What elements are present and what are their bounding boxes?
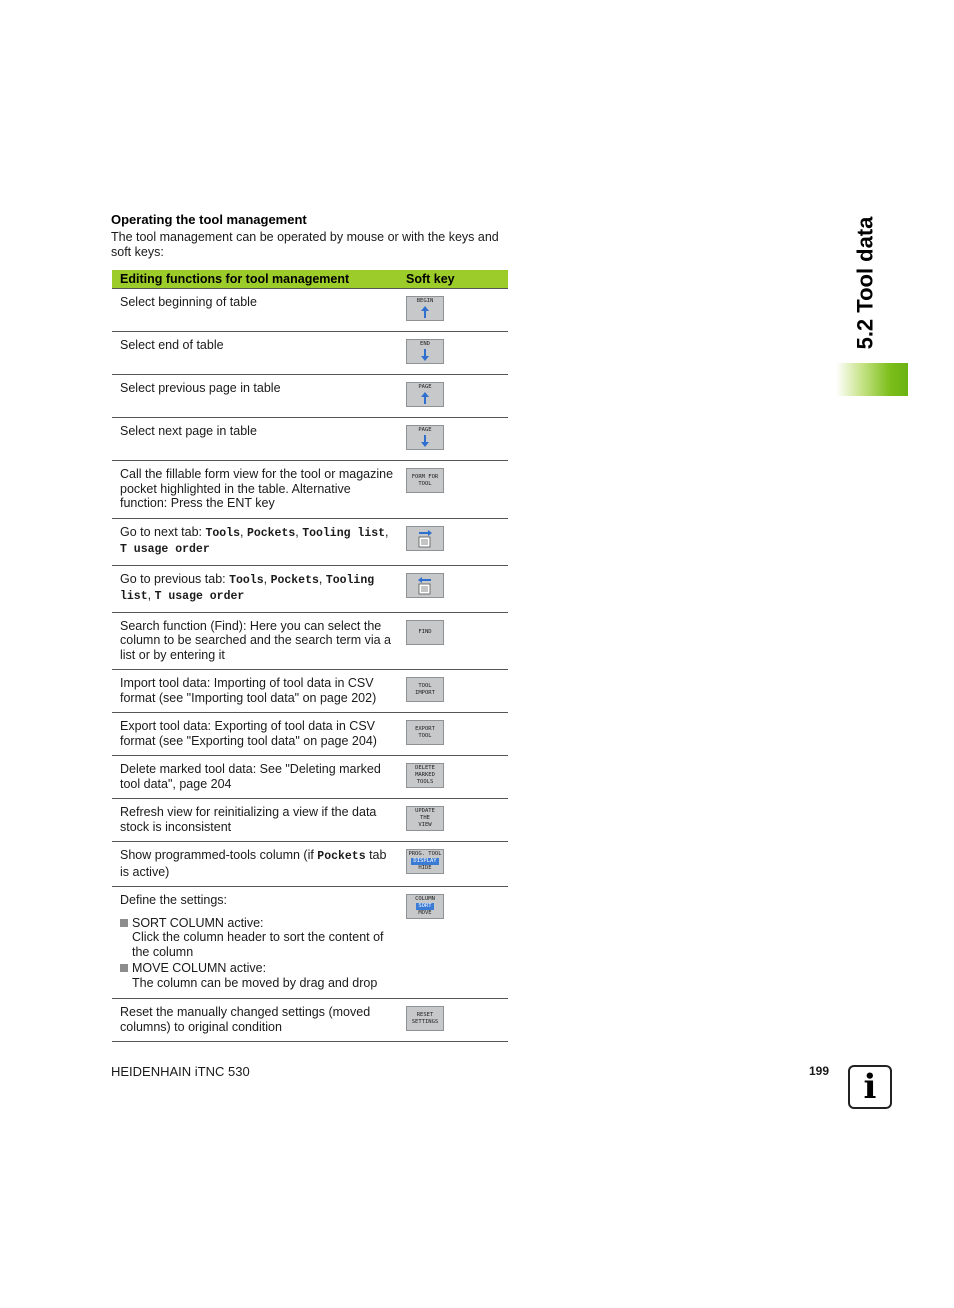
table-row xyxy=(112,418,508,461)
softkey-label: FIND xyxy=(418,628,432,635)
form-for-tool-softkey[interactable] xyxy=(406,468,444,493)
description-text: tab is active) xyxy=(120,848,387,879)
softkey-active-option: DISPLAY xyxy=(413,858,437,864)
description-text: Define the settings: xyxy=(120,893,228,907)
table-row xyxy=(112,461,508,519)
header-function: Editing functions for tool management xyxy=(112,270,406,289)
bullet-title: MOVE COLUMN active: xyxy=(132,961,267,975)
arrow-down-icon xyxy=(420,348,430,362)
table-row xyxy=(112,518,508,565)
table-row xyxy=(112,999,508,1042)
row-description xyxy=(112,842,406,887)
row-description: Go to previous tab: Tools, Pockets, Tooling list, T usage order xyxy=(112,565,406,612)
tool-import-softkey[interactable] xyxy=(406,677,444,702)
tab-previous-icon xyxy=(415,575,435,595)
tab-name: Tools xyxy=(205,526,240,540)
begin-softkey[interactable] xyxy=(406,296,444,321)
arrow-down-icon xyxy=(420,434,430,448)
softkey-label: COLUMN xyxy=(415,896,435,902)
softkey-label: BEGIN xyxy=(416,298,434,304)
softkey-label: TOOL IMPORT xyxy=(415,682,435,696)
row-description: Select beginning of table xyxy=(112,289,406,332)
table-row xyxy=(112,799,508,842)
row-description: Select next page in table xyxy=(112,418,406,461)
export-tool-softkey[interactable] xyxy=(406,720,444,745)
softkey-label: PAGE xyxy=(418,427,432,433)
table-row xyxy=(112,332,508,375)
arrow-up-icon xyxy=(420,305,430,319)
tab-name: T usage order xyxy=(154,590,245,603)
chapter-side-title xyxy=(848,212,882,354)
row-description: Reset the manually changed settings (moved columns) to original condition xyxy=(112,999,406,1042)
row-description: Go to next tab: Tools, Pockets, Tooling list, T usage order xyxy=(112,518,406,565)
tab-name: Tooling list xyxy=(302,526,386,540)
softkey-label: RESET SETTINGS xyxy=(411,1011,439,1025)
chapter-marker-bar xyxy=(836,363,908,396)
tab-name: T usage order xyxy=(120,543,210,556)
list-item xyxy=(120,961,398,990)
table-row xyxy=(112,887,508,999)
description-text: Go to next tab: xyxy=(120,524,206,539)
softkey-label: MOVE xyxy=(418,910,432,916)
reset-settings-softkey[interactable] xyxy=(406,1006,444,1031)
prog-tool-display-toggle[interactable] xyxy=(406,849,444,874)
row-description: Search function (Find): Here you can select the column to be searched and the search term via a list or by entering it xyxy=(112,612,406,670)
table-row xyxy=(112,670,508,713)
tab-name: Pockets xyxy=(270,573,319,587)
row-description xyxy=(112,887,406,999)
delete-marked-tools-softkey[interactable] xyxy=(406,763,444,788)
table-row xyxy=(112,756,508,799)
tab-name: Tools xyxy=(229,573,264,587)
table-row xyxy=(112,565,508,612)
row-description: Select previous page in table xyxy=(112,375,406,418)
tab-name: Tooling list xyxy=(120,573,375,603)
page-up-softkey[interactable] xyxy=(406,382,444,407)
header-softkey: Soft key xyxy=(406,270,508,289)
softkey-label: EXPORT TOOL xyxy=(415,725,435,739)
info-icon xyxy=(848,1065,892,1109)
next-tab-softkey[interactable] xyxy=(406,526,444,551)
section-title: Operating the tool management xyxy=(111,212,307,227)
softkey-label: PROG. TOOL xyxy=(408,851,442,857)
description-text: Go to previous tab: xyxy=(120,571,230,586)
chapter-title-text: 5.2 Tool data xyxy=(852,216,877,350)
previous-tab-softkey[interactable] xyxy=(406,573,444,598)
softkey-label: FORM FOR TOOL xyxy=(411,473,439,487)
end-softkey[interactable] xyxy=(406,339,444,364)
table-header-row xyxy=(112,270,508,289)
row-description: Call the fillable form view for the tool or magazine pocket highlighted in the table. Alternative function: Press the ENT key xyxy=(112,461,406,519)
bullet-text: Click the column header to sort the content of the column xyxy=(132,930,384,959)
bullet-square-icon xyxy=(120,919,128,927)
row-description: Import tool data: Importing of tool data in CSV format (see "Importing tool data" on page 202) xyxy=(112,670,406,713)
arrow-up-icon xyxy=(420,391,430,405)
description-text: Show programmed-tools column (if xyxy=(120,848,318,862)
intro-text: The tool management can be operated by mouse or with the keys and soft keys: xyxy=(111,230,499,259)
info-glyph: i xyxy=(863,1067,877,1107)
softkey-label: PAGE xyxy=(418,384,432,390)
functions-table xyxy=(112,270,508,1042)
table-row xyxy=(112,375,508,418)
find-softkey[interactable] xyxy=(406,620,444,645)
tab-name: Pockets xyxy=(246,526,296,540)
page-down-softkey[interactable] xyxy=(406,425,444,450)
row-description: Export tool data: Exporting of tool data in CSV format (see "Exporting tool data" on page 204) xyxy=(112,713,406,756)
footer-product: HEIDENHAIN iTNC 530 xyxy=(111,1064,250,1079)
table-row xyxy=(112,289,508,332)
table-row xyxy=(112,612,508,670)
row-description: Delete marked tool data: See "Deleting marked tool data", page 204 xyxy=(112,756,406,799)
list-item xyxy=(120,916,398,960)
bullet-title: SORT COLUMN active: xyxy=(132,915,264,930)
tab-next-icon xyxy=(415,528,435,548)
table-row xyxy=(112,842,508,887)
softkey-label: DELETE MARKED TOOLS xyxy=(415,765,435,785)
softkey-label: END xyxy=(420,341,430,347)
row-description: Refresh view for reinitializing a view if the data stock is inconsistent xyxy=(112,799,406,842)
column-sort-move-toggle[interactable] xyxy=(406,894,444,919)
softkey-label: UPDATE THE VIEW xyxy=(415,808,435,828)
row-description: Select end of table xyxy=(112,332,406,375)
bullet-square-icon xyxy=(120,964,128,972)
tab-name: Pockets xyxy=(317,850,366,863)
softkey-active-option: SORT xyxy=(418,903,432,909)
table-row xyxy=(112,713,508,756)
bullet-text: The column can be moved by drag and drop xyxy=(132,975,378,990)
update-view-softkey[interactable] xyxy=(406,806,444,831)
page-number: 199 xyxy=(809,1064,830,1078)
softkey-label: HIDE xyxy=(418,865,432,871)
